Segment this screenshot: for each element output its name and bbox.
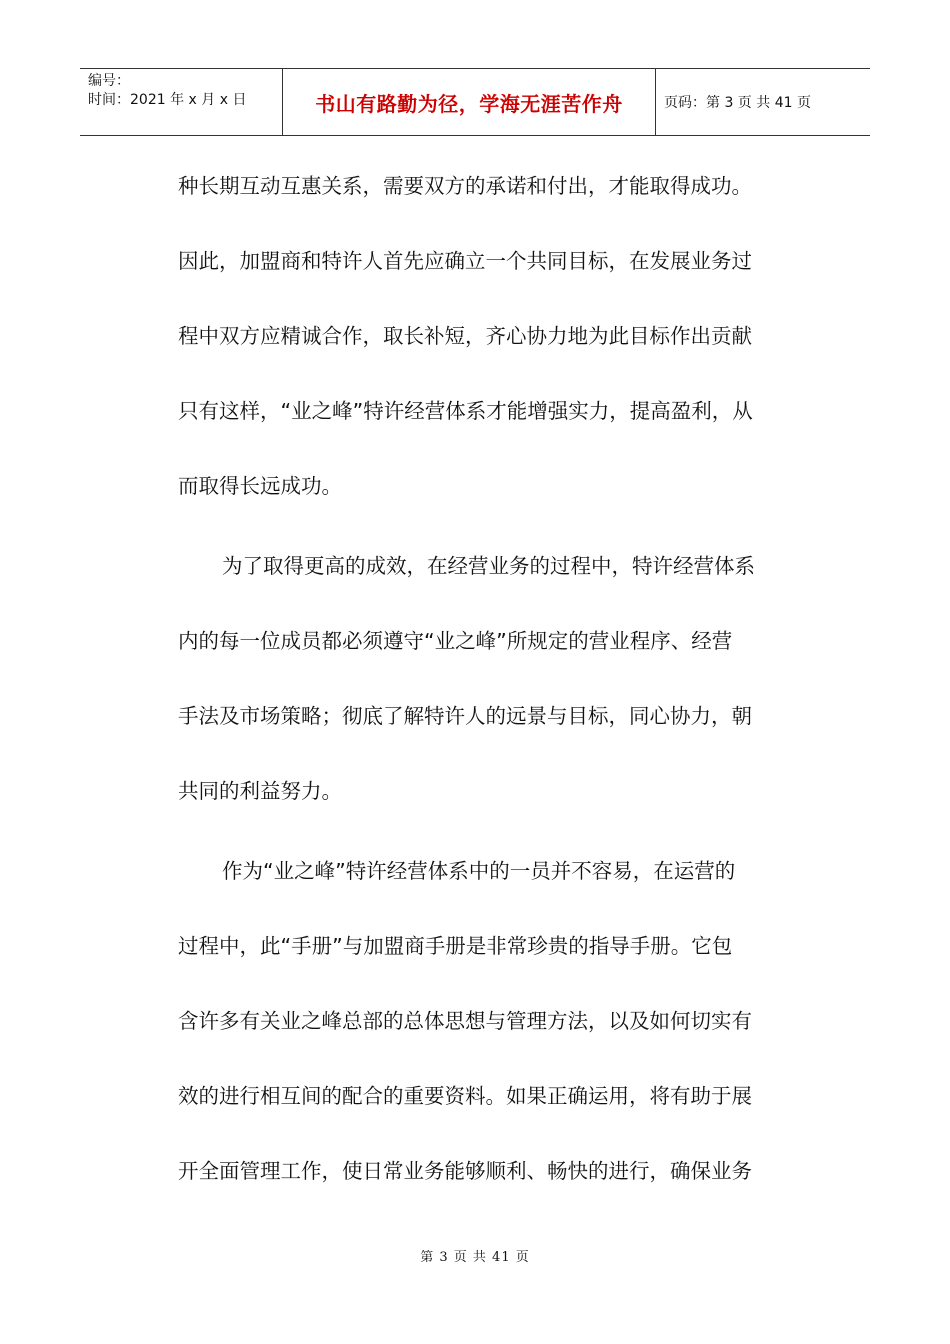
header-page-cell xyxy=(656,69,870,135)
paragraph-start-line: 作为“业之峰”特许经营体系中的一员并不容易，在运营的 xyxy=(222,859,736,883)
header-motto-cell xyxy=(282,69,656,135)
body-line: 共同的利益努力。 xyxy=(178,779,342,803)
header-meta-cell xyxy=(80,69,282,135)
header-motto: 书山有路勤为径，学海无涯苦作舟 xyxy=(315,91,623,116)
body-line: 而取得长远成功。 xyxy=(178,474,342,498)
body-line: 内的每一位成员都必须遵守“业之峰”所规定的营业程序、经营 xyxy=(178,629,733,653)
page-footer: 第 3 页 共 41 页 xyxy=(420,1250,530,1265)
body-line: 种长期互动互惠关系，需要双方的承诺和付出，才能取得成功。 xyxy=(178,174,752,198)
document-number-label: 编号： xyxy=(88,73,130,89)
body-line: 手法及市场策略；彻底了解特许人的远景与目标，同心协力，朝 xyxy=(178,704,752,728)
document-header xyxy=(80,68,870,136)
body-line: 开全面管理工作，使日常业务能够顺利、畅快的进行，确保业务 xyxy=(178,1159,752,1183)
body-line: 只有这样，“业之峰”特许经营体系才能增强实力，提高盈利，从 xyxy=(178,399,753,423)
paragraph-start-line: 为了取得更高的成效，在经营业务的过程中，特许经营体系 xyxy=(222,554,755,578)
body-line: 过程中，此“手册”与加盟商手册是非常珍贵的指导手册。它包 xyxy=(178,934,733,958)
body-line: 程中双方应精诚合作，取长补短，齐心协力地为此目标作出贡献 xyxy=(178,324,752,348)
header-page-info: 页码：第 3 页 共 41 页 xyxy=(664,95,811,111)
document-date-label: 时间：2021 年 x 月 x 日 xyxy=(88,92,247,108)
body-line: 效的进行相互间的配合的重要资料。如果正确运用，将有助于展 xyxy=(178,1084,752,1108)
body-line: 含许多有关业之峰总部的总体思想与管理方法，以及如何切实有 xyxy=(178,1009,752,1033)
body-line: 因此，加盟商和特许人首先应确立一个共同目标，在发展业务过 xyxy=(178,249,752,273)
